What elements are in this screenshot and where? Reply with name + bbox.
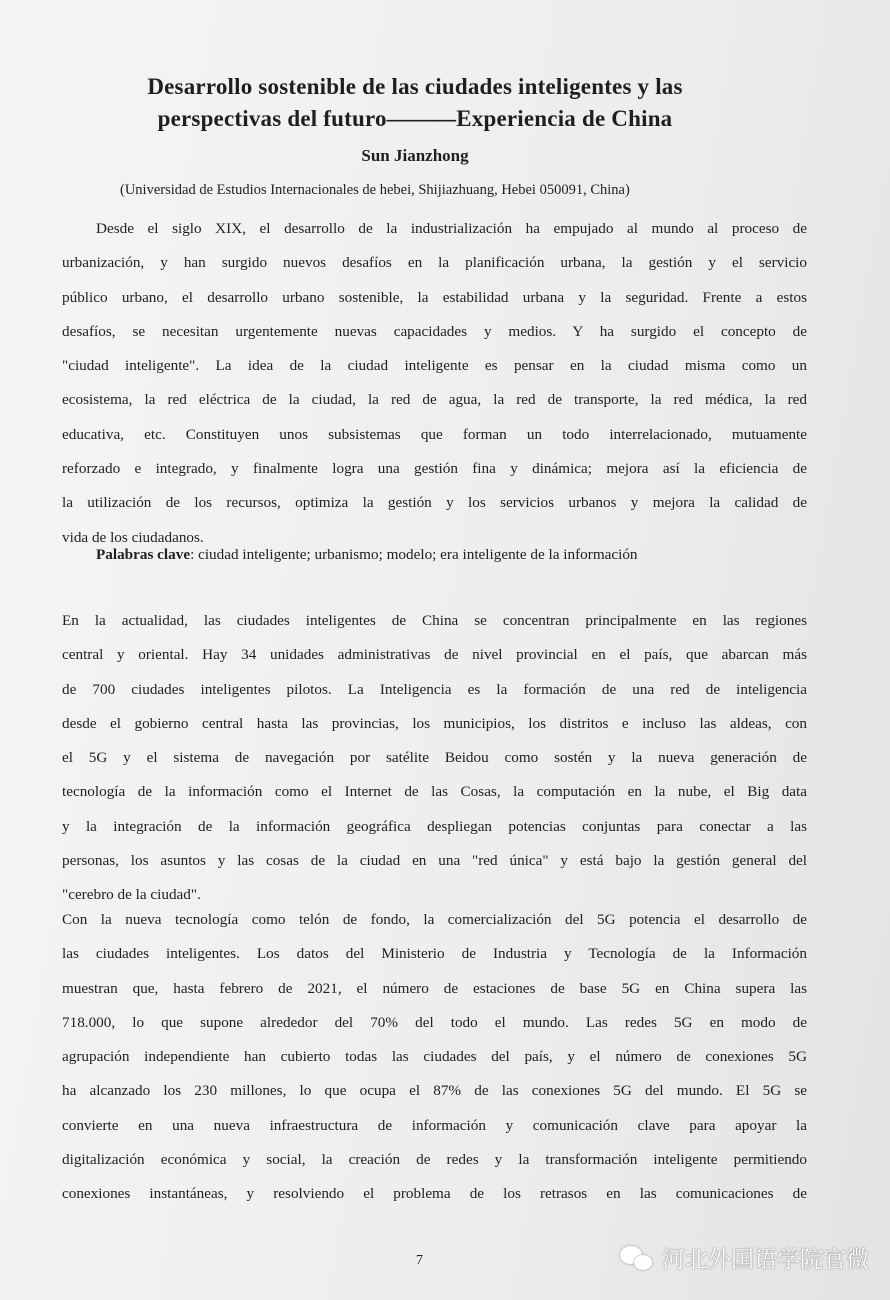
text-line: el 5G y el sistema de navegación por satélite Beidou como sostén y la nueva generación de <box>62 749 807 767</box>
keywords-label: Palabras clave <box>96 546 191 563</box>
author: Sun Jianzhong <box>361 146 469 165</box>
text-line: digitalización económica y social, la creación de redes y la transformación inteligente permitiendo <box>62 1151 807 1169</box>
text-line: Desde el siglo XIX, el desarrollo de la industrialización ha empujado al mundo al proceso de <box>96 220 807 237</box>
text-line: de 700 ciudades inteligentes pilotos. La Inteligencia es la formación de una red de inteligencia <box>62 680 807 698</box>
body-paragraph-1 <box>62 604 807 913</box>
text-line: tecnología de la información como el Internet de las Cosas, la computación en la nube, el Big data <box>62 783 807 801</box>
text-line: público urbano, el desarrollo urbano sostenible, la estabilidad urbana y la seguridad. Frente a estos <box>62 288 807 306</box>
keywords-text: : ciudad inteligente; urbanismo; modelo; era inteligente de la información <box>190 546 638 563</box>
text-line: ecosistema, la red eléctrica de la ciudad, la red de agua, la red de transporte, la red médica, la red <box>62 391 807 409</box>
watermark-text: 河北外国语学院官微 <box>662 1247 869 1273</box>
text-line: las ciudades inteligentes. Los datos del Ministerio de Industria y Tecnología de la Información <box>62 945 807 963</box>
text-line: Con la nueva tecnología como telón de fondo, la comercialización del 5G potencia el desarrollo de <box>62 911 807 928</box>
affiliation: (Universidad de Estudios Internacionales de hebei, Shijiazhuang, Hebei 050091, China) <box>120 182 630 198</box>
body-paragraph-2 <box>62 903 807 1212</box>
text-line: vida de los ciudadanos. <box>62 528 204 546</box>
text-line: muestran que, hasta febrero de 2021, el número de estaciones de base 5G en China supera las <box>62 979 807 997</box>
text-line: central y oriental. Hay 34 unidades administrativas de nivel provincial en el país, que abarcan más <box>62 646 807 664</box>
text-line: educativa, etc. Constituyen unos subsistemas que forman un todo interrelacionado, mutuamente <box>62 425 807 443</box>
text-line: la utilización de los recursos, optimiza la gestión y los servicios urbanos y mejora la calidad de <box>62 494 807 512</box>
text-line: reforzado e integrado, y finalmente logra una gestión fina y dinámica; mejora así la eficiencia de <box>62 460 807 478</box>
text-line: En la actualidad, las ciudades inteligentes de China se concentran principalmente en las regiones <box>62 612 807 629</box>
title-line-1: Desarrollo sostenible de las ciudades inteligentes y las <box>147 74 683 99</box>
keywords <box>96 546 638 564</box>
text-line: 718.000, lo que supone alrededor del 70% del todo el mundo. Las redes 5G en modo de <box>62 1013 807 1031</box>
text-line: conexiones instantáneas, y resolviendo el problema de los retrasos en las comunicaciones de <box>62 1185 807 1203</box>
text-line: convierte en una nueva infraestructura de información y comunicación clave para apoyar la <box>62 1116 807 1134</box>
text-line: "ciudad inteligente". La idea de la ciudad inteligente es pensar en la ciudad misma como un <box>62 357 807 375</box>
text-line: "cerebro de la ciudad". <box>62 886 201 904</box>
title-line-2: perspectivas del futuro———Experiencia de China <box>157 106 673 131</box>
text-line: ha alcanzado los 230 millones, lo que ocupa el 87% de las conexiones 5G del mundo. El 5G se <box>62 1082 807 1100</box>
text-line: personas, los asuntos y las cosas de la ciudad en una "red única" y está bajo la gestión general del <box>62 852 807 870</box>
text-line: desafíos, se necesitan urgentemente nuevas capacidades y medios. Y ha surgido el concepto de <box>62 322 807 340</box>
text-line: agrupación independiente han cubierto todas las ciudades del país, y el número de conexiones 5G <box>62 1048 807 1066</box>
text-line: desde el gobierno central hasta las provincias, los municipios, los distritos e incluso las aldeas, con <box>62 714 807 732</box>
page-number: 7 <box>416 1253 423 1268</box>
text-line: urbanización, y han surgido nuevos desafíos en la planificación urbana, la gestión y el servicio <box>62 254 807 272</box>
text-line: y la integración de la información geográfica despliegan potencias conjuntas para conectar a las <box>62 817 807 835</box>
wechat-icon <box>620 1244 656 1272</box>
abstract <box>62 212 807 555</box>
watermark <box>620 1241 869 1274</box>
